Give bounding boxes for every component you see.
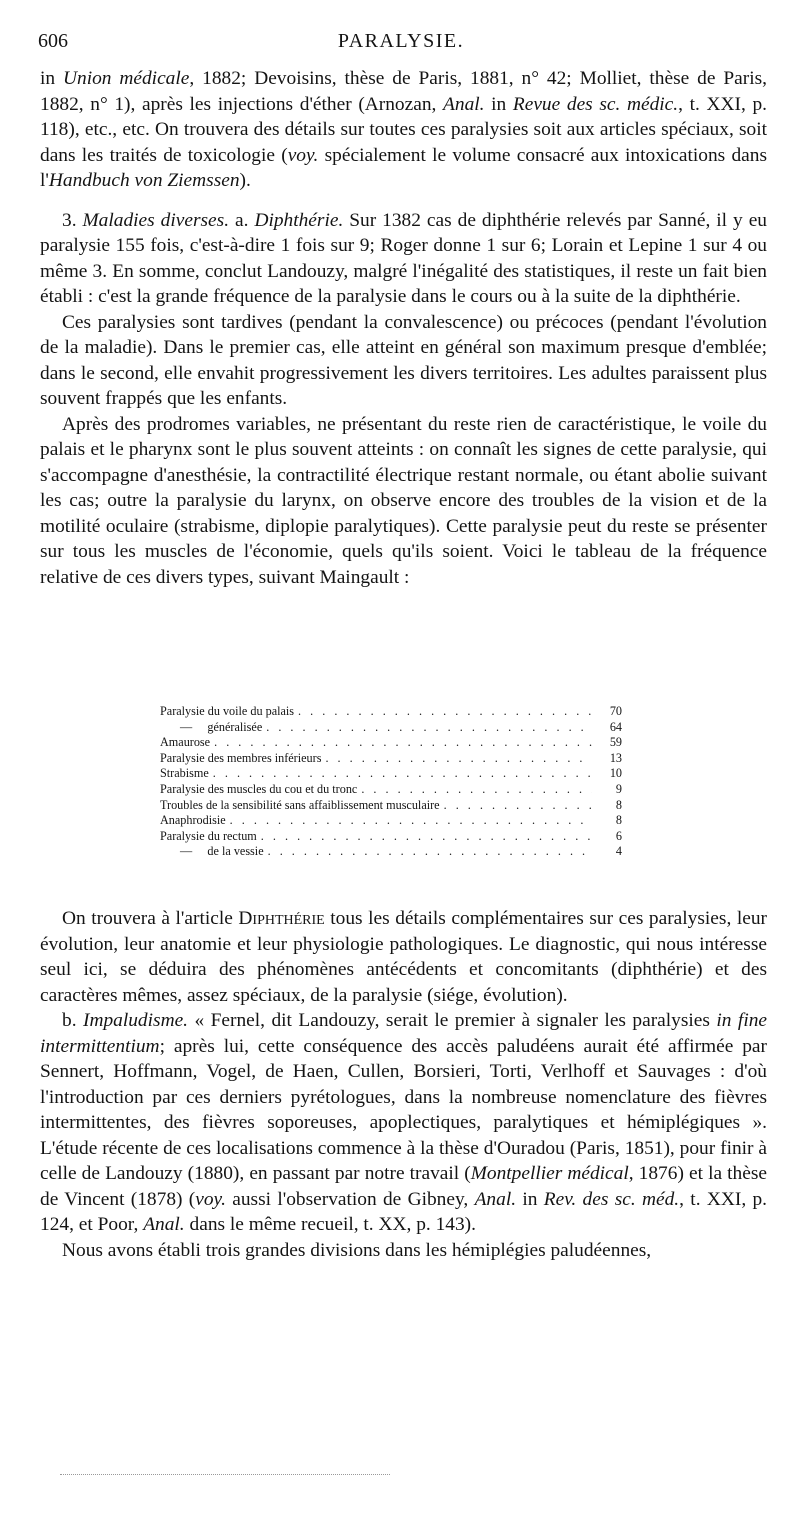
running-header (38, 30, 764, 60)
subsection-heading: Impaludisme. (83, 1010, 189, 1031)
table-row: Paralysie des muscles du cou et du tronc . . . 9 (160, 782, 622, 798)
table-row: Paralysie du voile du palais . . . 70 (160, 704, 622, 720)
diphtherie-paragraph: 3. Maladies diverses. a. Diphthérie. Sur 1382 cas de diphthérie relevés par Sanné, il y eu paralysie 155 fois, c'est-à-dire 1 fois sur 9; Roger donne 1 sur 6; Lorain et Lepine 1 sur 4 ou même 3. En somme, conclut Landouzy, malgré l'inégalité des statistiques, il reste un fait bien établi : c'est la grande fréquence de la paralysie dans le cours ou à la suite de la diphthérie. (40, 209, 768, 307)
prodromes-paragraph: Après des prodromes variables, ne présentant du reste rien de caractéristique, le voile du palais et le pharynx sont le plus souvent atteints : on connaît les signes de cette paralysie, qui s'accompagne d'anesthésie, la contractilité électrique restant normale, ou étant abolie suivant les cas; outre la paralysie du larynx, on observe encore des troubles de la vision et de la motilité oculaire (strabisme, diplopie paralytiques). Cette paralysie peut du reste se présenter sur tous les muscles de l'économie, quels qu'ils soient. Voici le tableau de la fréquence relative de ces divers types, suivant Maingault : (40, 413, 767, 588)
table-row: Strabisme . . . 10 (160, 766, 622, 782)
article-paragraph: On trouvera à l'article Diphthérie tous les détails complémentaires sur ces paralysies, leur évolution, leur anatomie et leur physiologie pathologiques. Le diagnostic, qui nous intéresse seul ici, se déduira des phénomènes antécédents et concomitants (diphthérie) et des caractères mêmes, assez spéciaux, de la paralysie (siége, évolution). (40, 908, 767, 1006)
table-row: Paralysie du rectum . . . 6 (160, 829, 622, 845)
frequency-table (160, 704, 622, 860)
page-number: 606 (38, 30, 68, 52)
table-row: Anaphrodisie . . . 8 (160, 813, 622, 829)
table-row: Paralysie des membres inférieurs . . . 13 (160, 751, 622, 767)
impaludisme-paragraph: b. Impaludisme. « Fernel, dit Landouzy, serait le premier à signaler les paralysies in fine intermittentium; après lui, cette conséquence des accès paludéens aurait été affirmée par Sennert, Hoffmann, Vogel, de Haen, Cullen, Borsieri, Torti, Verlhoff et Sauvages : d'où l'introduction par ces derniers pyrétologues, dans la nombreuse nomenclature des fièvres intermittentes, des fièvres soporeuses, apoplectiques, paralytiques et hémiplégiques ». L'étude récente de ces localisations commence à la thèse d'Ouradou (Paris, 1851), pour finir à celle de Landouzy (1880), en passant par notre travail (Montpellier médical, 1876) et la thèse de Vincent (1878) (voy. aussi l'observation de Gibney, Anal. in Rev. des sc. méd., t. XXI, p. 124, et Poor, Anal. dans le même recueil, t. XX, p. 143). (40, 1010, 768, 1235)
table-row: Troubles de la sensibilité sans affaiblissement musculaire . . . 8 (160, 798, 622, 814)
running-title: PARALYSIE. (337, 30, 465, 52)
section-heading: Maladies diverses. (82, 209, 230, 231)
table-row: Amaurose . . . 59 (160, 735, 622, 751)
table-row: — de la vessie . . . 4 (160, 844, 622, 860)
intro-paragraph: in Union médicale, 1882; Devoisins, thèse de Paris, 1881, n° 42; Molliet, thèse de Paris, 1882, n° 1), après les injections d'éther (Arnozan, Anal. in Revue des sc. médic., t. XXI, p. 118), etc., etc. On trouvera des détails sur toutes ces paralysies soit aux articles spéciaux, soit dans les traités de toxicologie (voy. spécialement le volume consacré aux intoxications dans l'Handbuch von Ziemssen). (40, 68, 767, 191)
page-bottom-mark (60, 1474, 390, 1477)
cross-reference: Diphthérie (238, 908, 325, 929)
subsection-heading: Diphthérie. (254, 209, 344, 231)
text-bottom (40, 906, 767, 1263)
tardives-paragraph: Ces paralysies sont tardives (pendant la convalescence) ou précoces (pendant l'évolution de la maladie). Dans le premier cas, elle atteint en général son maximum presque d'emblée; dans le second, elle envahit progressivement les divers territoires. Les adultes paraissent plus souvent frappés que les enfants. (40, 311, 767, 409)
text-top (40, 66, 767, 590)
last-paragraph: Nous avons établi trois grandes divisions dans les hémiplégies paludéennes, (62, 1239, 652, 1261)
table-row: — généralisée . . . 64 (160, 720, 622, 736)
